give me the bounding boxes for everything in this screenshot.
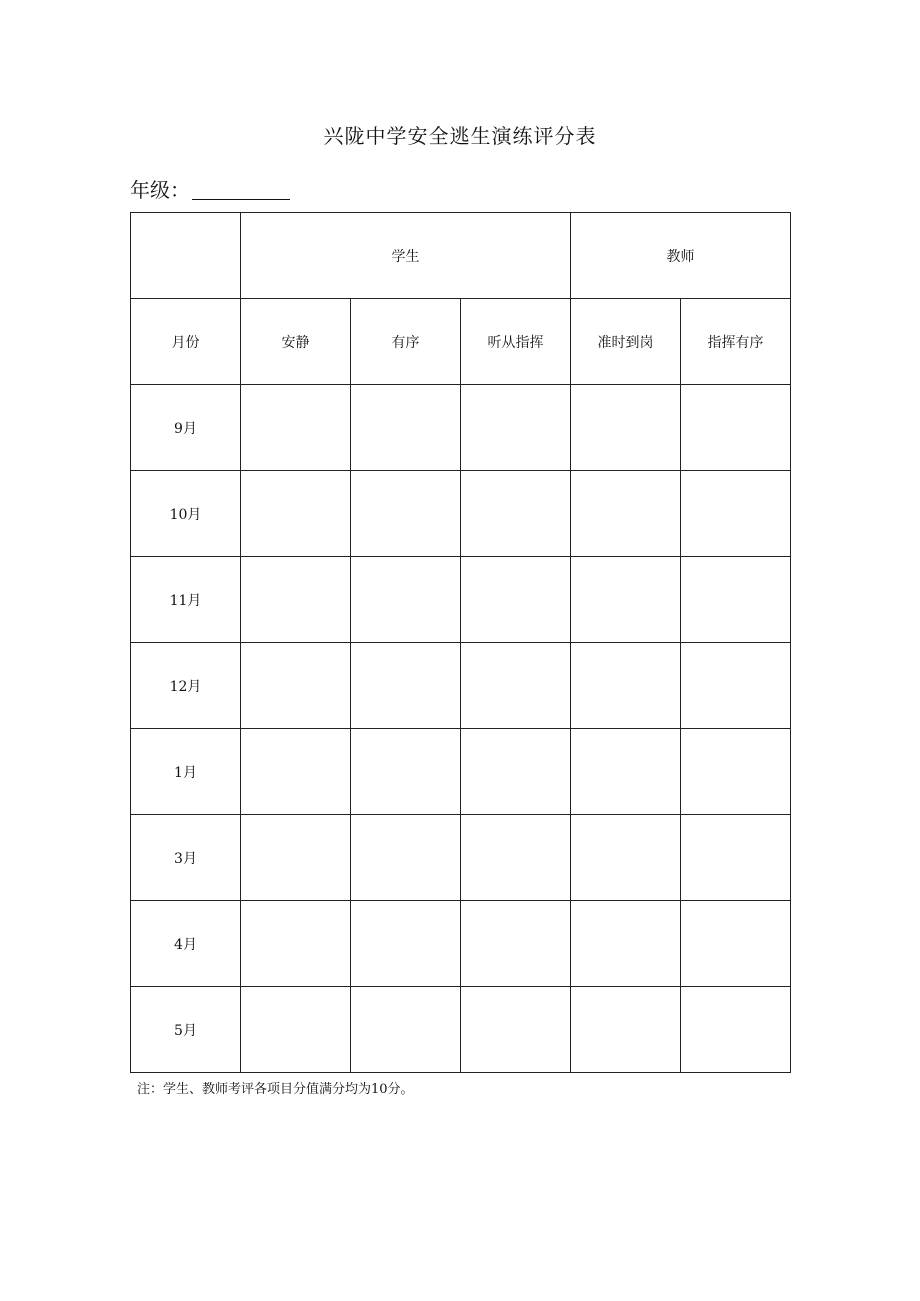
score-cell[interactable] (351, 729, 461, 815)
score-cell[interactable] (461, 643, 571, 729)
month-label: 10月 (131, 471, 241, 557)
month-label: 3月 (131, 815, 241, 901)
grade-blank-line[interactable] (192, 177, 290, 200)
score-cell[interactable] (681, 385, 791, 471)
score-cell[interactable] (241, 987, 351, 1073)
group-header-teacher: 教师 (571, 213, 791, 299)
grade-field (130, 176, 290, 204)
table-row (131, 987, 791, 1073)
score-cell[interactable] (461, 471, 571, 557)
column-header-orderly: 有序 (351, 299, 461, 385)
score-cell[interactable] (241, 729, 351, 815)
score-cell[interactable] (351, 643, 461, 729)
group-header-student: 学生 (241, 213, 571, 299)
score-cell[interactable] (681, 815, 791, 901)
score-table (130, 212, 791, 1073)
score-cell[interactable] (571, 643, 681, 729)
score-cell[interactable] (351, 815, 461, 901)
score-cell[interactable] (241, 471, 351, 557)
score-cell[interactable] (351, 901, 461, 987)
score-cell[interactable] (571, 901, 681, 987)
column-header-quiet: 安静 (241, 299, 351, 385)
table-row (131, 385, 791, 471)
table-row (131, 643, 791, 729)
score-cell[interactable] (351, 557, 461, 643)
score-cell[interactable] (681, 643, 791, 729)
group-header-row (131, 213, 791, 299)
footnote: 注：学生、教师考评各项目分值满分均为10分。 (137, 1082, 414, 1097)
page-title: 兴陇中学安全逃生演练评分表 (323, 124, 597, 148)
score-cell[interactable] (461, 729, 571, 815)
score-cell[interactable] (241, 385, 351, 471)
score-cell[interactable] (571, 471, 681, 557)
table-row (131, 557, 791, 643)
score-cell[interactable] (351, 385, 461, 471)
table-row (131, 815, 791, 901)
column-header-month: 月份 (131, 299, 241, 385)
score-cell[interactable] (681, 987, 791, 1073)
table-row (131, 729, 791, 815)
month-label: 4月 (131, 901, 241, 987)
month-label: 9月 (131, 385, 241, 471)
score-cell[interactable] (241, 643, 351, 729)
corner-cell (131, 213, 241, 299)
score-cell[interactable] (681, 729, 791, 815)
column-header-row (131, 299, 791, 385)
score-cell[interactable] (681, 471, 791, 557)
score-cell[interactable] (681, 557, 791, 643)
score-cell[interactable] (461, 385, 571, 471)
score-cell[interactable] (681, 901, 791, 987)
score-cell[interactable] (461, 815, 571, 901)
score-cell[interactable] (241, 557, 351, 643)
score-cell[interactable] (461, 901, 571, 987)
month-rows (131, 385, 791, 1073)
score-cell[interactable] (241, 815, 351, 901)
month-label: 1月 (131, 729, 241, 815)
score-cell[interactable] (571, 815, 681, 901)
score-cell[interactable] (461, 557, 571, 643)
score-cell[interactable] (351, 987, 461, 1073)
month-label: 5月 (131, 987, 241, 1073)
score-cell[interactable] (241, 901, 351, 987)
column-header-obey-command: 听从指挥 (461, 299, 571, 385)
grade-label: 年级： (130, 178, 190, 202)
month-label: 12月 (131, 643, 241, 729)
score-cell[interactable] (571, 557, 681, 643)
column-header-on-time: 准时到岗 (571, 299, 681, 385)
score-cell[interactable] (571, 385, 681, 471)
month-label: 11月 (131, 557, 241, 643)
table-row (131, 471, 791, 557)
score-cell[interactable] (571, 729, 681, 815)
column-header-command-orderly: 指挥有序 (681, 299, 791, 385)
table-row (131, 901, 791, 987)
score-cell[interactable] (571, 987, 681, 1073)
score-cell[interactable] (351, 471, 461, 557)
score-cell[interactable] (461, 987, 571, 1073)
